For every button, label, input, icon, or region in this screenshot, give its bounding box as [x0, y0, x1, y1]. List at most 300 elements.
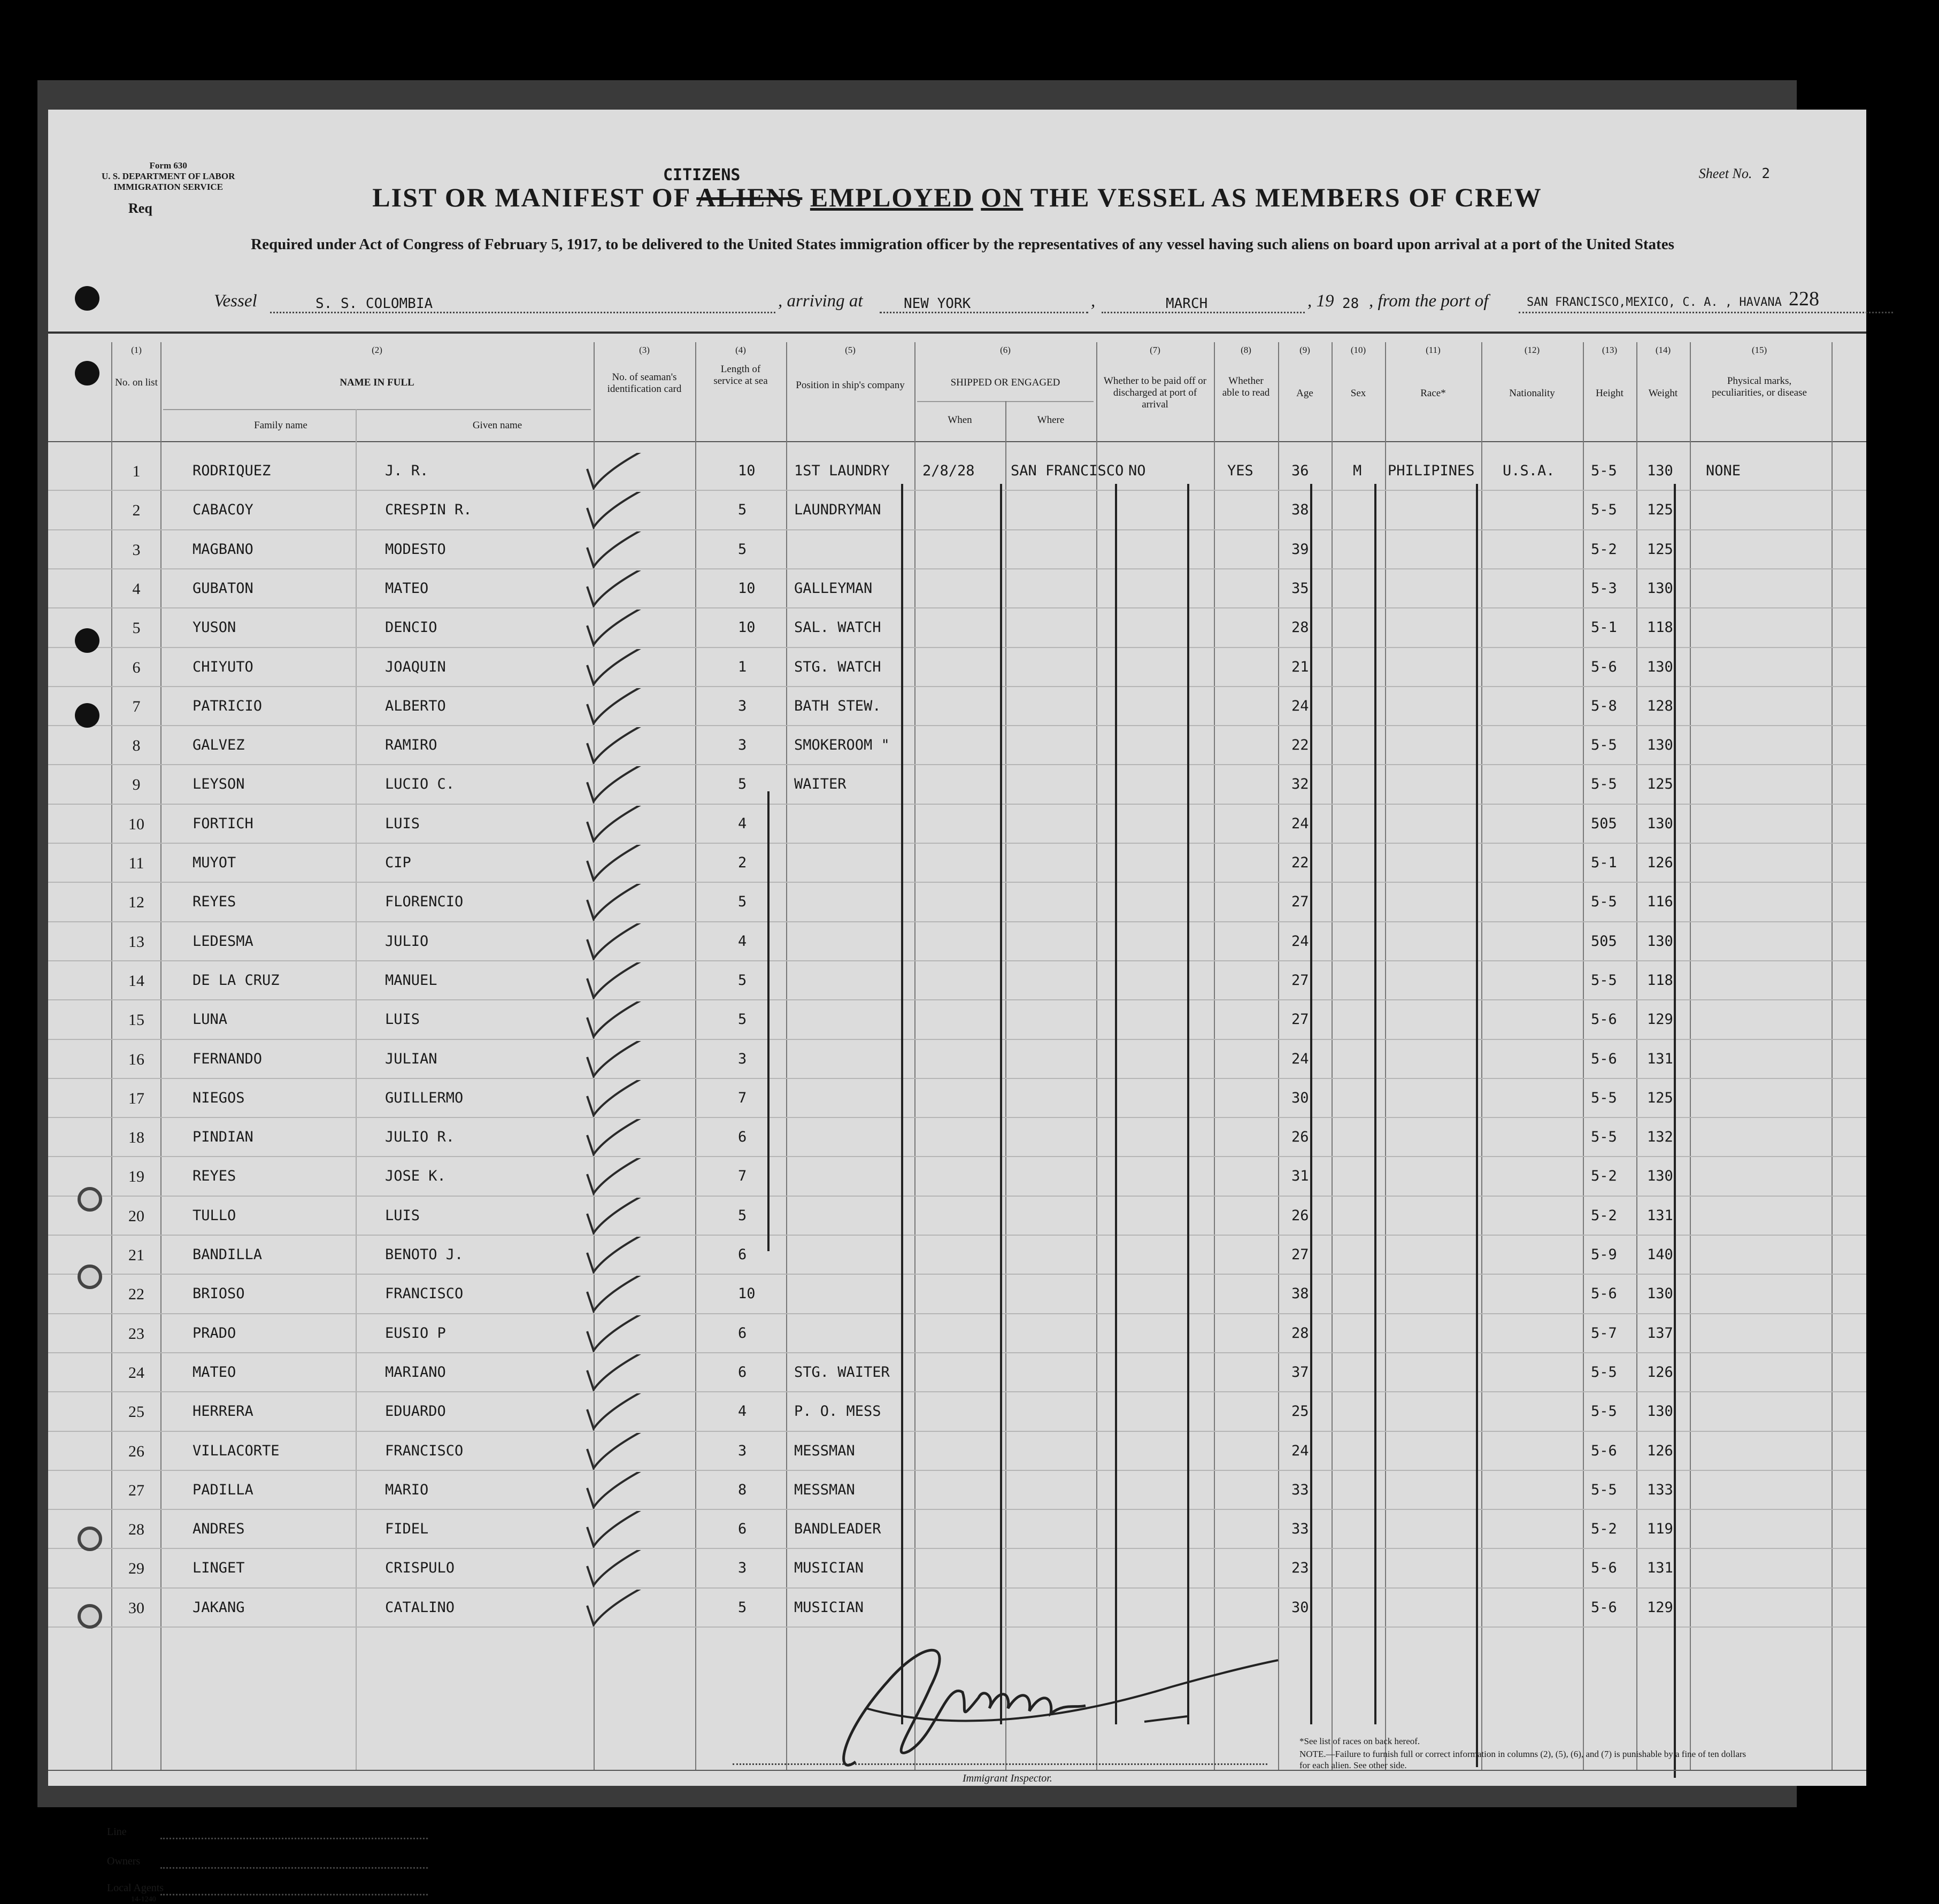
arrival-month: MARCH: [1166, 296, 1208, 312]
check-mark-icon: [523, 962, 662, 1000]
sex-value: M: [1353, 462, 1362, 479]
height: 5-7: [1591, 1324, 1617, 1342]
check-mark-icon: [523, 766, 662, 804]
ditto-mark-race: [1374, 484, 1376, 1724]
check-mark-icon: [523, 571, 662, 608]
document-subtitle: Required under Act of Congress of February 5, 1917, to be delivered to the United States immigration officer by the representatives of any vessel having such aliens on board upon arrival at a port of the United States: [251, 236, 1674, 253]
given-name: EUSIO P: [385, 1324, 446, 1342]
weight: 131: [1647, 1560, 1673, 1577]
given-name: DENCIO: [385, 619, 437, 636]
height: 5-6: [1591, 1011, 1617, 1028]
family-name: REYES: [193, 893, 236, 911]
sheet-code: 228: [1789, 288, 1819, 310]
length-of-service: 10: [738, 462, 756, 479]
age: 38: [1291, 502, 1309, 519]
length-of-service: 5: [738, 1207, 747, 1224]
header-able-to-read: Whether able to read: [1222, 375, 1270, 398]
length-of-service: 5: [738, 1011, 747, 1028]
age: 21: [1291, 658, 1309, 675]
table-row: [48, 1471, 1866, 1510]
nationality-value: U.S.A.: [1503, 462, 1555, 479]
height: 5-6: [1591, 1050, 1617, 1067]
length-of-service: 7: [738, 1089, 747, 1106]
check-mark-icon: [523, 492, 662, 529]
list-number: 18: [128, 1129, 144, 1147]
weight: 118: [1647, 972, 1673, 989]
check-mark-icon: [523, 1511, 662, 1548]
given-name: GUILLERMO: [385, 1089, 464, 1106]
age: 26: [1291, 1207, 1309, 1224]
table-row: [48, 687, 1866, 726]
ditto-mark-position: [767, 791, 770, 1251]
family-name: FERNANDO: [193, 1050, 263, 1067]
weight: 125: [1647, 541, 1673, 558]
family-name: JAKANG: [193, 1599, 245, 1616]
table-row: [48, 530, 1866, 569]
height: 5-5: [1591, 1403, 1617, 1420]
first-row-extras: [48, 452, 1866, 491]
height: 5-5: [1591, 1481, 1617, 1498]
check-mark-icon: [523, 1119, 662, 1157]
family-name: GUBATON: [193, 580, 253, 597]
ditto-mark-where: [1000, 484, 1002, 1724]
given-name: FIDEL: [385, 1521, 429, 1538]
age: 24: [1291, 1442, 1309, 1459]
header-paid-off: Whether to be paid off or discharged at port of arrival: [1103, 375, 1207, 410]
age: 24: [1291, 815, 1309, 832]
age: 28: [1291, 619, 1309, 636]
table-row: [48, 491, 1866, 530]
races-note: *See list of races on back hereof.: [1299, 1736, 1420, 1746]
family-name: REYES: [193, 1168, 236, 1185]
given-name: JOSE K.: [385, 1168, 446, 1185]
weight: 130: [1647, 737, 1673, 754]
table-row: [48, 569, 1866, 608]
given-name: CIP: [385, 854, 411, 871]
family-name: MUYOT: [193, 854, 236, 871]
length-of-service: 1: [738, 658, 747, 675]
weight: 125: [1647, 502, 1673, 519]
table-row: [48, 1510, 1866, 1549]
vessel-name: S. S. COLOMBIA: [316, 296, 433, 312]
age: 28: [1291, 1324, 1309, 1342]
length-of-service: 5: [738, 776, 747, 793]
age: 24: [1291, 1050, 1309, 1067]
age: 36: [1291, 462, 1309, 479]
footer-line-label: Line: [107, 1826, 127, 1838]
list-number: 30: [128, 1599, 144, 1617]
footer-agents-label: Local Agents: [107, 1882, 164, 1894]
height: 5-5: [1591, 737, 1617, 754]
height: 5-2: [1591, 541, 1617, 558]
ditto-mark-paid-off: [1115, 484, 1117, 1724]
family-name: DE LA CRUZ: [193, 972, 280, 989]
departure-ports: SAN FRANCISCO,MEXICO, C. A. , HAVANA: [1527, 296, 1782, 309]
inspector-signature-icon: [824, 1601, 1305, 1789]
table-row: [48, 1549, 1866, 1588]
table-row: [48, 648, 1866, 687]
given-name: CRISPULO: [385, 1560, 455, 1577]
age: 30: [1291, 1089, 1309, 1106]
weight: 131: [1647, 1207, 1673, 1224]
weight: 130: [1647, 462, 1673, 479]
shipped-where: SAN FRANCISCO: [1011, 462, 1124, 479]
age: 31: [1291, 1168, 1309, 1185]
table-row: [48, 1432, 1866, 1471]
height: 5-3: [1591, 580, 1617, 597]
age: 24: [1291, 697, 1309, 714]
family-name: LUNA: [193, 1011, 228, 1028]
table-row: [48, 1079, 1866, 1118]
length-of-service: 3: [738, 737, 747, 754]
check-mark-icon: [523, 1198, 662, 1235]
header-height: Height: [1596, 388, 1623, 399]
check-mark-icon: [523, 1354, 662, 1392]
footer-agents-code: 14-1240: [131, 1895, 156, 1903]
age: 33: [1291, 1481, 1309, 1498]
ship-position: MUSICIAN: [794, 1560, 864, 1577]
check-mark-icon: [523, 1590, 662, 1627]
height: 505: [1591, 932, 1617, 950]
header-id-card: No. of seaman's identification card: [607, 372, 682, 395]
age: 37: [1291, 1363, 1309, 1381]
binder-ring-icon: [78, 1265, 102, 1289]
list-number: 24: [128, 1363, 144, 1382]
length-of-service: 10: [738, 580, 756, 597]
family-name: PRADO: [193, 1324, 236, 1342]
ditto-mark-physical: [1674, 484, 1676, 1778]
paid-off-value: NO: [1128, 462, 1146, 479]
ship-position: SMOKEROOM ": [794, 737, 890, 754]
height: 5-6: [1591, 1285, 1617, 1302]
family-name: BRIOSO: [193, 1285, 245, 1302]
check-mark-icon: [523, 649, 662, 687]
req-stamp: Req: [128, 201, 152, 216]
weight: 130: [1647, 580, 1673, 597]
table-row: [48, 805, 1866, 844]
height: 5-5: [1591, 502, 1617, 519]
age: 39: [1291, 541, 1309, 558]
weight: 125: [1647, 776, 1673, 793]
list-number: 15: [128, 1011, 144, 1029]
weight: 130: [1647, 1403, 1673, 1420]
check-mark-icon: [523, 923, 662, 961]
weight: 129: [1647, 1599, 1673, 1616]
given-name: LUCIO C.: [385, 776, 455, 793]
age: 27: [1291, 972, 1309, 989]
list-number: 17: [128, 1089, 144, 1107]
height: 5-2: [1591, 1168, 1617, 1185]
given-name: JULIO: [385, 932, 429, 950]
given-name: BENOTO J.: [385, 1246, 464, 1263]
ditto-mark-nationality: [1476, 484, 1478, 1767]
arrival-year: 28: [1342, 296, 1359, 312]
age: 27: [1291, 893, 1309, 911]
weight: 125: [1647, 1089, 1673, 1106]
family-name: PATRICIO: [193, 697, 263, 714]
weight: 132: [1647, 1129, 1673, 1146]
header-length-of-service: Length of service at sea: [713, 364, 768, 387]
physical-marks-value: NONE: [1706, 462, 1741, 479]
list-number: 21: [128, 1246, 144, 1264]
header-physical-marks: Physical marks, peculiarities, or disease: [1712, 375, 1807, 398]
list-number: 4: [132, 580, 141, 598]
family-name: LINGET: [193, 1560, 245, 1577]
header-where: Where: [1037, 414, 1065, 426]
length-of-service: 7: [738, 1168, 747, 1185]
table-row: [48, 726, 1866, 765]
check-mark-icon: [523, 1276, 662, 1313]
list-number: 7: [132, 697, 141, 715]
citizens-correction: CITIZENS: [663, 166, 741, 184]
family-name: RODRIQUEZ: [193, 462, 271, 479]
check-mark-icon: [523, 1041, 662, 1078]
weight: 130: [1647, 932, 1673, 950]
ship-position: BATH STEW.: [794, 697, 881, 714]
weight: 137: [1647, 1324, 1673, 1342]
check-mark-icon: [523, 1550, 662, 1587]
height: 5-6: [1591, 1560, 1617, 1577]
list-number: 11: [128, 854, 144, 872]
family-name: BANDILLA: [193, 1246, 263, 1263]
given-name: JULIO R.: [385, 1129, 455, 1146]
family-name: YUSON: [193, 619, 236, 636]
height: 5-5: [1591, 1363, 1617, 1381]
height: 5-5: [1591, 776, 1617, 793]
given-name: FLORENCIO: [385, 893, 464, 911]
given-name: LUIS: [385, 815, 420, 832]
table-row: [48, 1157, 1866, 1196]
age: 22: [1291, 854, 1309, 871]
check-mark-icon: [523, 727, 662, 765]
header-sex: Sex: [1350, 388, 1366, 399]
weight: 131: [1647, 1050, 1673, 1067]
header-weight: Weight: [1648, 388, 1678, 399]
age: 23: [1291, 1560, 1309, 1577]
binder-ring-icon: [78, 1187, 102, 1212]
given-name: JULIAN: [385, 1050, 437, 1067]
given-name: LUIS: [385, 1011, 420, 1028]
length-of-service: 4: [738, 815, 747, 832]
family-name: ANDRES: [193, 1521, 245, 1538]
height: 5-5: [1591, 893, 1617, 911]
ship-position: MESSMAN: [794, 1442, 855, 1459]
height: 5-5: [1591, 462, 1617, 479]
manifest-page: Form 630 U. S. DEPARTMENT OF LABOR IMMIGRATION SERVICE Req Sheet No. 2 CITIZENS LIST OR MANIFEST OF ALIENS EMPLOYED ON THE VESSEL AS MEMBERS OF CREW Required under Act of Congress of February 5, 1917, to be delivered to the United States immigration officer by the representatives of any vessel having such aliens on board upon arrival at a port of the United States Vessel S. S. COLOMBIA , arriving at NEW YORK , MARCH , 19 28 , from the port of SAN FRANCISCO,MEXICO, C. A. , HAVANA 228 (1) (2) (3) (4) (5) (6) (7) (8) (9) (10) (11) (12) (13) (14) (15) No. on list NAME IN FULL Family name Given name No. of seaman's identification card Length of service at sea Position in ship's company SHIPPED OR ENGAGED When Where Whether to be paid off or discharged at port of arrival Whether able to read Age Sex Race* Nationality Height Weight Physical marks, peculiarities, or disease 1 RODRIQUEZ J. R. 10 1ST LAUNDRY 36 5-5 130 2 CABACOY CRESPIN R. 5 LAUNDRYMAN 38 5-5 125 3 MAGBANO MODESTO 5 39 5-2 125 4 GUBATON MATEO 10 GALLEYMAN 35 5-3 130 5 YUSON DENCIO 10 SAL. WATCH 28 5-1 118 6 CHIYUTO JOAQUIN 1 STG. WATCH 21 5-6 130 7 PATRICIO ALBERTO 3 BATH STEW. 24 5-8 128 8 GALVEZ RAMIRO 3 SMOKEROOM " 22 5-5 130 9 LEYSON LUCIO C. 5 WAITER 32 5-5 125 10 FORTICH LUIS 4 24 505 130 11 MUYOT CIP 2 22 5-1 126 12 REYES FLORENCIO 5 27 5-5 116 13 LEDESMA JULIO 4 24 505 130 14 DE LA CRUZ MANUEL 5 27 5-5 118 15 LUNA LUIS 5 27 5-6 129 16 FERNANDO JULIAN 3 24 5-6 131 17 NIEGOS GUILLERMO 7 30 5-5 125 18 PINDIAN JULIO R. 6 26 5-5 132 19 REYES JOSE K. 7 31 5-2 130 20 TULLO LUIS 5 26 5-2 131 21 BANDILLA BENOTO J. 6 27 5-9 140 22 BRIOSO FRANCISCO 10 38 5-6 130 23 PRADO EUSIO P 6 28 5-7 137 24 MATEO MARIANO 6 STG. WAITER 37 5-5 126 25 HERRERA EDUARDO 4 P. O. MESS 25 5-5 130 26 VILLACORTE FRANCISCO 3 MESSMAN 24 5-6 126 27 PADILLA MARIO 8 MESSMAN 33 5-5 133 28 ANDRES FIDEL 6 BANDLEADER 33 5-2 119 29 LINGET CRISPULO 3 MUSICIAN 23 5-6 131 30 JAKANG CATALINO 5 MUSICIAN 30 5-6 129 2/8/28 SAN FRANCISCO NO YES M PHILIPINES U.S.A. NONE Line Owners Local Agents 14-1240 Immigrant Inspector. *See list of races on back hereof. NOTE.—Failure to furnish full or correct information in columns (2), (5), (6), and (7) is punishable by a fine of ten dollars for each alien. See other side.: [48, 110, 1866, 1786]
list-number: 25: [128, 1403, 144, 1421]
height: 5-8: [1591, 697, 1617, 714]
ditto-mark-read: [1187, 484, 1189, 1724]
height: 505: [1591, 815, 1617, 832]
table-row: [48, 961, 1866, 1000]
family-name: CHIYUTO: [193, 658, 253, 675]
header-name-in-full: NAME IN FULL: [340, 377, 414, 388]
length-of-service: 10: [738, 1285, 756, 1302]
ship-position: 1ST LAUNDRY: [794, 462, 890, 479]
check-mark-icon: [523, 884, 662, 921]
list-number: 19: [128, 1168, 144, 1186]
length-of-service: 5: [738, 541, 747, 558]
penalty-note: NOTE.—Failure to furnish full or correct information in columns (2), (5), (6), and (7) is punishable by a fine of ten dollars for each alien. See other side.: [1299, 1749, 1746, 1770]
given-name: EDUARDO: [385, 1403, 446, 1420]
length-of-service: 6: [738, 1324, 747, 1342]
height: 5-2: [1591, 1521, 1617, 1538]
form-identifier: Form 630 U. S. DEPARTMENT OF LABOR IMMIGRATION SERVICE: [102, 160, 235, 192]
height: 5-1: [1591, 854, 1617, 871]
weight: 126: [1647, 1442, 1673, 1459]
given-name: LUIS: [385, 1207, 420, 1224]
weight: 119: [1647, 1521, 1673, 1538]
ship-position: STG. WAITER: [794, 1363, 890, 1381]
list-number: 13: [128, 932, 144, 951]
ship-position: GALLEYMAN: [794, 580, 873, 597]
family-name: MAGBANO: [193, 541, 253, 558]
family-name: GALVEZ: [193, 737, 245, 754]
height: 5-9: [1591, 1246, 1617, 1263]
height: 5-5: [1591, 972, 1617, 989]
age: 33: [1291, 1521, 1309, 1538]
document-title: LIST OR MANIFEST OF ALIENS EMPLOYED ON THE VESSEL AS MEMBERS OF CREW: [372, 182, 1542, 212]
length-of-service: 5: [738, 972, 747, 989]
given-name: FRANCISCO: [385, 1442, 464, 1459]
length-of-service: 10: [738, 619, 756, 636]
list-number: 5: [132, 619, 141, 637]
weight: 140: [1647, 1246, 1673, 1263]
able-to-read-value: YES: [1227, 462, 1253, 479]
binder-ring-icon: [78, 1527, 102, 1551]
length-of-service: 3: [738, 697, 747, 714]
check-mark-icon: [523, 1393, 662, 1431]
header-position: Position in ship's company: [796, 380, 905, 391]
header-shipped-engaged: SHIPPED OR ENGAGED: [950, 377, 1060, 388]
table-row: [48, 765, 1866, 804]
length-of-service: 5: [738, 893, 747, 911]
binder-hole-icon: [75, 628, 99, 653]
table-row: [48, 1040, 1866, 1079]
given-name: FRANCISCO: [385, 1285, 464, 1302]
table-row: [48, 1353, 1866, 1392]
age: 38: [1291, 1285, 1309, 1302]
check-mark-icon: [523, 531, 662, 569]
check-mark-icon: [523, 1080, 662, 1117]
list-number: 10: [128, 815, 144, 833]
family-name: LEYSON: [193, 776, 245, 793]
ship-position: SAL. WATCH: [794, 619, 881, 636]
check-mark-icon: [523, 610, 662, 647]
length-of-service: 3: [738, 1442, 747, 1459]
list-number: 14: [128, 972, 144, 990]
age: 30: [1291, 1599, 1309, 1616]
footer-owners-label: Owners: [107, 1855, 141, 1867]
list-number: 3: [132, 541, 141, 559]
list-number: 26: [128, 1442, 144, 1460]
family-name: FORTICH: [193, 815, 253, 832]
length-of-service: 2: [738, 854, 747, 871]
table-row: [48, 1275, 1866, 1314]
age: 26: [1291, 1129, 1309, 1146]
length-of-service: 8: [738, 1481, 747, 1498]
weight: 129: [1647, 1011, 1673, 1028]
family-name: CABACOY: [193, 502, 253, 519]
binder-hole-icon: [75, 361, 99, 386]
family-name: VILLACORTE: [193, 1442, 280, 1459]
table-row: [48, 1314, 1866, 1353]
check-mark-icon: [523, 1433, 662, 1470]
check-mark-icon: [523, 806, 662, 843]
height: 5-5: [1591, 1089, 1617, 1106]
list-number: 20: [128, 1207, 144, 1225]
list-number: 27: [128, 1481, 144, 1499]
list-number: 6: [132, 658, 141, 676]
age: 25: [1291, 1403, 1309, 1420]
check-mark-icon: [523, 688, 662, 726]
weight: 130: [1647, 658, 1673, 675]
length-of-service: 4: [738, 932, 747, 950]
family-name: PADILLA: [193, 1481, 253, 1498]
ship-position: WAITER: [794, 776, 847, 793]
table-row: [48, 1000, 1866, 1039]
vessel-line: Vessel S. S. COLOMBIA , arriving at NEW YORK , MARCH , 19 28 , from the port of SAN FRANCISCO,MEXICO, C. A. , HAVANA: [214, 291, 1818, 318]
age: 32: [1291, 776, 1309, 793]
given-name: ALBERTO: [385, 697, 446, 714]
family-name: PINDIAN: [193, 1129, 253, 1146]
weight: 118: [1647, 619, 1673, 636]
ship-position: STG. WATCH: [794, 658, 881, 675]
given-name: JOAQUIN: [385, 658, 446, 675]
race-value: PHILIPINES: [1388, 462, 1475, 479]
ship-position: MESSMAN: [794, 1481, 855, 1498]
height: 5-1: [1591, 619, 1617, 636]
list-number: 9: [132, 776, 141, 794]
table-row: [48, 883, 1866, 922]
weight: 130: [1647, 1285, 1673, 1302]
table-row: [48, 1392, 1866, 1431]
family-name: MATEO: [193, 1363, 236, 1381]
list-number: 29: [128, 1560, 144, 1578]
family-name: TULLO: [193, 1207, 236, 1224]
length-of-service: 5: [738, 502, 747, 519]
ship-position: MUSICIAN: [794, 1599, 864, 1616]
header-race: Race*: [1420, 388, 1446, 399]
sheet-number: Sheet No. 2: [1698, 166, 1770, 182]
weight: 128: [1647, 697, 1673, 714]
ditto-mark-when: [901, 484, 903, 1724]
list-number: 16: [128, 1050, 144, 1068]
list-number: 12: [128, 893, 144, 912]
header-nationality: Nationality: [1509, 388, 1555, 399]
shipped-when: 2/8/28: [922, 462, 975, 479]
weight: 130: [1647, 1168, 1673, 1185]
table-row: [48, 608, 1866, 647]
table-row: [48, 922, 1866, 961]
table-row: [48, 1118, 1866, 1157]
binder-ring-icon: [78, 1604, 102, 1629]
list-number: 1: [132, 462, 141, 480]
given-name: MARIO: [385, 1481, 429, 1498]
length-of-service: 6: [738, 1246, 747, 1263]
given-name: MARIANO: [385, 1363, 446, 1381]
ship-position: LAUNDRYMAN: [794, 502, 881, 519]
table-row: [48, 1236, 1866, 1275]
given-name: CRESPIN R.: [385, 502, 472, 519]
header-no-on-list: No. on list: [115, 377, 158, 388]
binder-hole-icon: [75, 703, 99, 728]
given-name: CATALINO: [385, 1599, 455, 1616]
family-name: NIEGOS: [193, 1089, 245, 1106]
header-family-name: Family name: [254, 420, 307, 431]
list-number: 28: [128, 1521, 144, 1539]
immigrant-inspector-label: Immigrant Inspector.: [963, 1772, 1052, 1784]
